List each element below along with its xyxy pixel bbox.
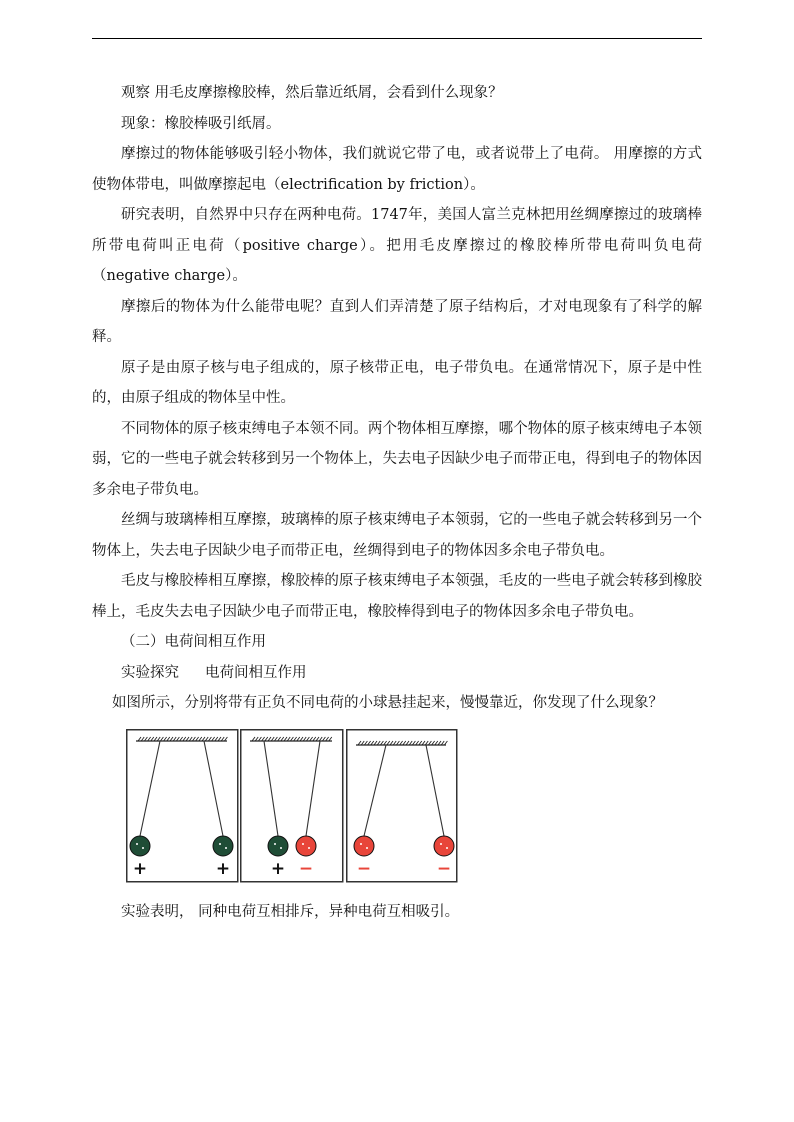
paragraph-fur-rubber: 毛皮与橡胶棒相互摩擦，橡胶棒的原子核束缚电子本领强，毛皮的一些电子就会转移到橡胶棒上，毛皮失去电子因缺少电子而带正电，橡胶棒得到电子的物体因多余电子带负电。 xyxy=(92,573,702,620)
experiment-label: 实验探究 xyxy=(121,664,179,681)
charge-sign: − xyxy=(356,858,372,879)
charged-ball xyxy=(354,836,374,856)
pendulum-panel-2 xyxy=(241,729,343,881)
paragraph-silk-glass: 丝绸与玻璃棒相互摩擦，玻璃棒的原子核束缚电子本领弱，它的一些电子就会转移到另一个物体上，失去电子因缺少电子而带正电，丝绸得到电子的物体因多余电子带负电。 xyxy=(92,512,702,559)
charge-sign: + xyxy=(270,858,286,879)
pendulum-panel-1 xyxy=(127,729,238,881)
panel-frame xyxy=(241,729,343,881)
charged-ball xyxy=(434,836,454,856)
charge-sign: + xyxy=(215,858,231,879)
header-rule xyxy=(92,38,702,39)
charged-ball xyxy=(296,836,316,856)
experiment-heading xyxy=(92,658,702,689)
charge-sign: + xyxy=(132,858,148,879)
paragraph-binding-ability: 不同物体的原子核束缚电子本领不同。两个物体相互摩擦，哪个物体的原子核束缚电子本领弱，它的一些电子就会转移到另一个物体上，失去电子因缺少电子而带正电，得到电子的物体因多余电子带负电。 xyxy=(92,420,702,498)
document-body xyxy=(92,78,702,927)
charged-ball xyxy=(268,836,288,856)
paragraph-phenomenon: 现象：橡胶棒吸引纸屑。 xyxy=(121,115,281,132)
experiment-conclusion: 实验表明， 同种电荷互相排斥，异种电荷互相吸引。 xyxy=(121,903,460,920)
paragraph-two-charges: 研究表明，自然界中只存在两种电荷。1747年，美国人富兰克林把用丝绸摩擦过的玻璃棒所带电荷叫正电荷（positive charge）。把用毛皮摩擦过的橡胶棒所带电荷叫负电荷（negative charge）。 xyxy=(92,207,702,284)
paragraph-why-charged: 摩擦后的物体为什么能带电呢？直到人们弄清楚了原子结构后，才对电现象有了科学的解释。 xyxy=(92,298,702,345)
section-title: （二）电荷间相互作用 xyxy=(121,634,266,650)
pendulum-panel-3 xyxy=(347,729,457,881)
charge-sign: − xyxy=(298,858,314,879)
experiment-intro: 如图所示，分别将带有正负不同电荷的小球悬挂起来，慢慢靠近，你发现了什么现象？ xyxy=(112,695,663,711)
charged-ball xyxy=(213,836,233,856)
charge-sign: − xyxy=(436,858,452,879)
paragraph-atom-structure: 原子是由原子核与电子组成的，原子核带正电，电子带负电。在通常情况下，原子是中性的，由原子组成的物体呈中性。 xyxy=(92,359,702,406)
paragraph-friction-charging: 摩擦过的物体能够吸引轻小物体，我们就说它带了电，或者说带上了电荷。 用摩擦的方式使物体带电，叫做摩擦起电（electrification by friction）。 xyxy=(92,146,702,193)
experiment-topic: 电荷间相互作用 xyxy=(205,664,307,681)
charge-interaction-figure xyxy=(126,729,472,887)
charge-interaction-illustration xyxy=(126,729,472,887)
charged-ball xyxy=(130,836,150,856)
paragraph-observe: 观察 用毛皮摩擦橡胶棒，然后靠近纸屑，会看到什么现象？ xyxy=(121,85,503,101)
